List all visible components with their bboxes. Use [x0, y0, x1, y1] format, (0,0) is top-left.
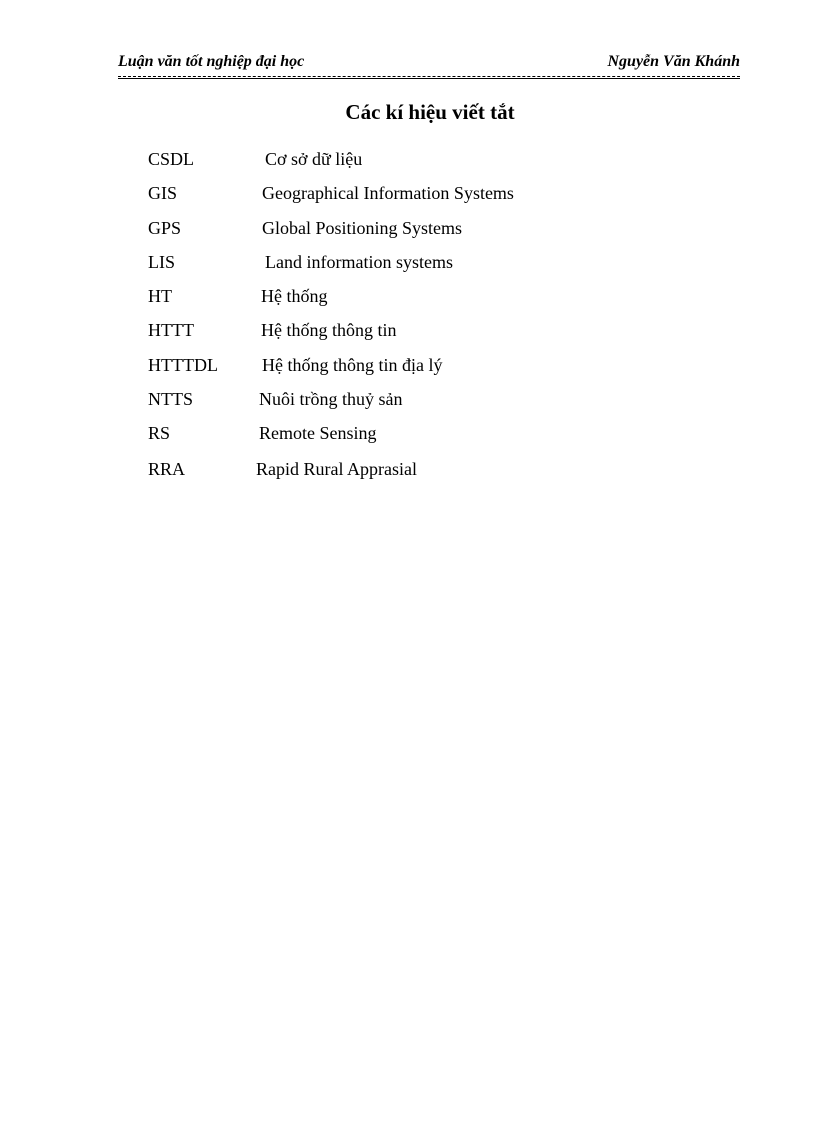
abbreviation-definition: Rapid Rural Apprasial [256, 459, 417, 479]
abbreviation-definition: Geographical Information Systems [262, 183, 514, 203]
abbreviation-definition: Hệ thống thông tin [261, 320, 397, 340]
page-title: Các kí hiệu viết tắt [345, 100, 515, 124]
abbreviation-code: NTTS [148, 389, 193, 409]
abbreviation-definition: Hệ thống [261, 286, 328, 306]
abbreviation-code: GPS [148, 218, 182, 238]
abbreviation-code: HTTT [148, 320, 194, 340]
header-author-name: Nguyễn Văn Khánh [607, 53, 740, 70]
abbreviation-definition: Nuôi trồng thuỷ sản [259, 389, 403, 409]
abbreviation-definition: Land information systems [265, 252, 453, 272]
abbreviation-code: RRA [148, 459, 186, 479]
abbreviation-code: HTTTDL [148, 355, 218, 375]
abbreviation-list [0, 0, 816, 520]
abbreviation-definition: Hệ thống thông tin địa lý [262, 355, 443, 375]
header-thesis-label: Luận văn tốt nghiệp đại học [118, 53, 305, 70]
abbreviation-code: CSDL [148, 149, 195, 169]
abbreviation-definition: Cơ sở dữ liệu [265, 149, 363, 169]
abbreviation-code: LIS [148, 252, 175, 272]
abbreviation-definition: Remote Sensing [259, 423, 377, 443]
abbreviation-code: GIS [148, 183, 178, 203]
abbreviation-definition: Global Positioning Systems [262, 218, 463, 238]
abbreviation-code: RS [148, 423, 171, 443]
abbreviation-code: HT [148, 286, 172, 306]
